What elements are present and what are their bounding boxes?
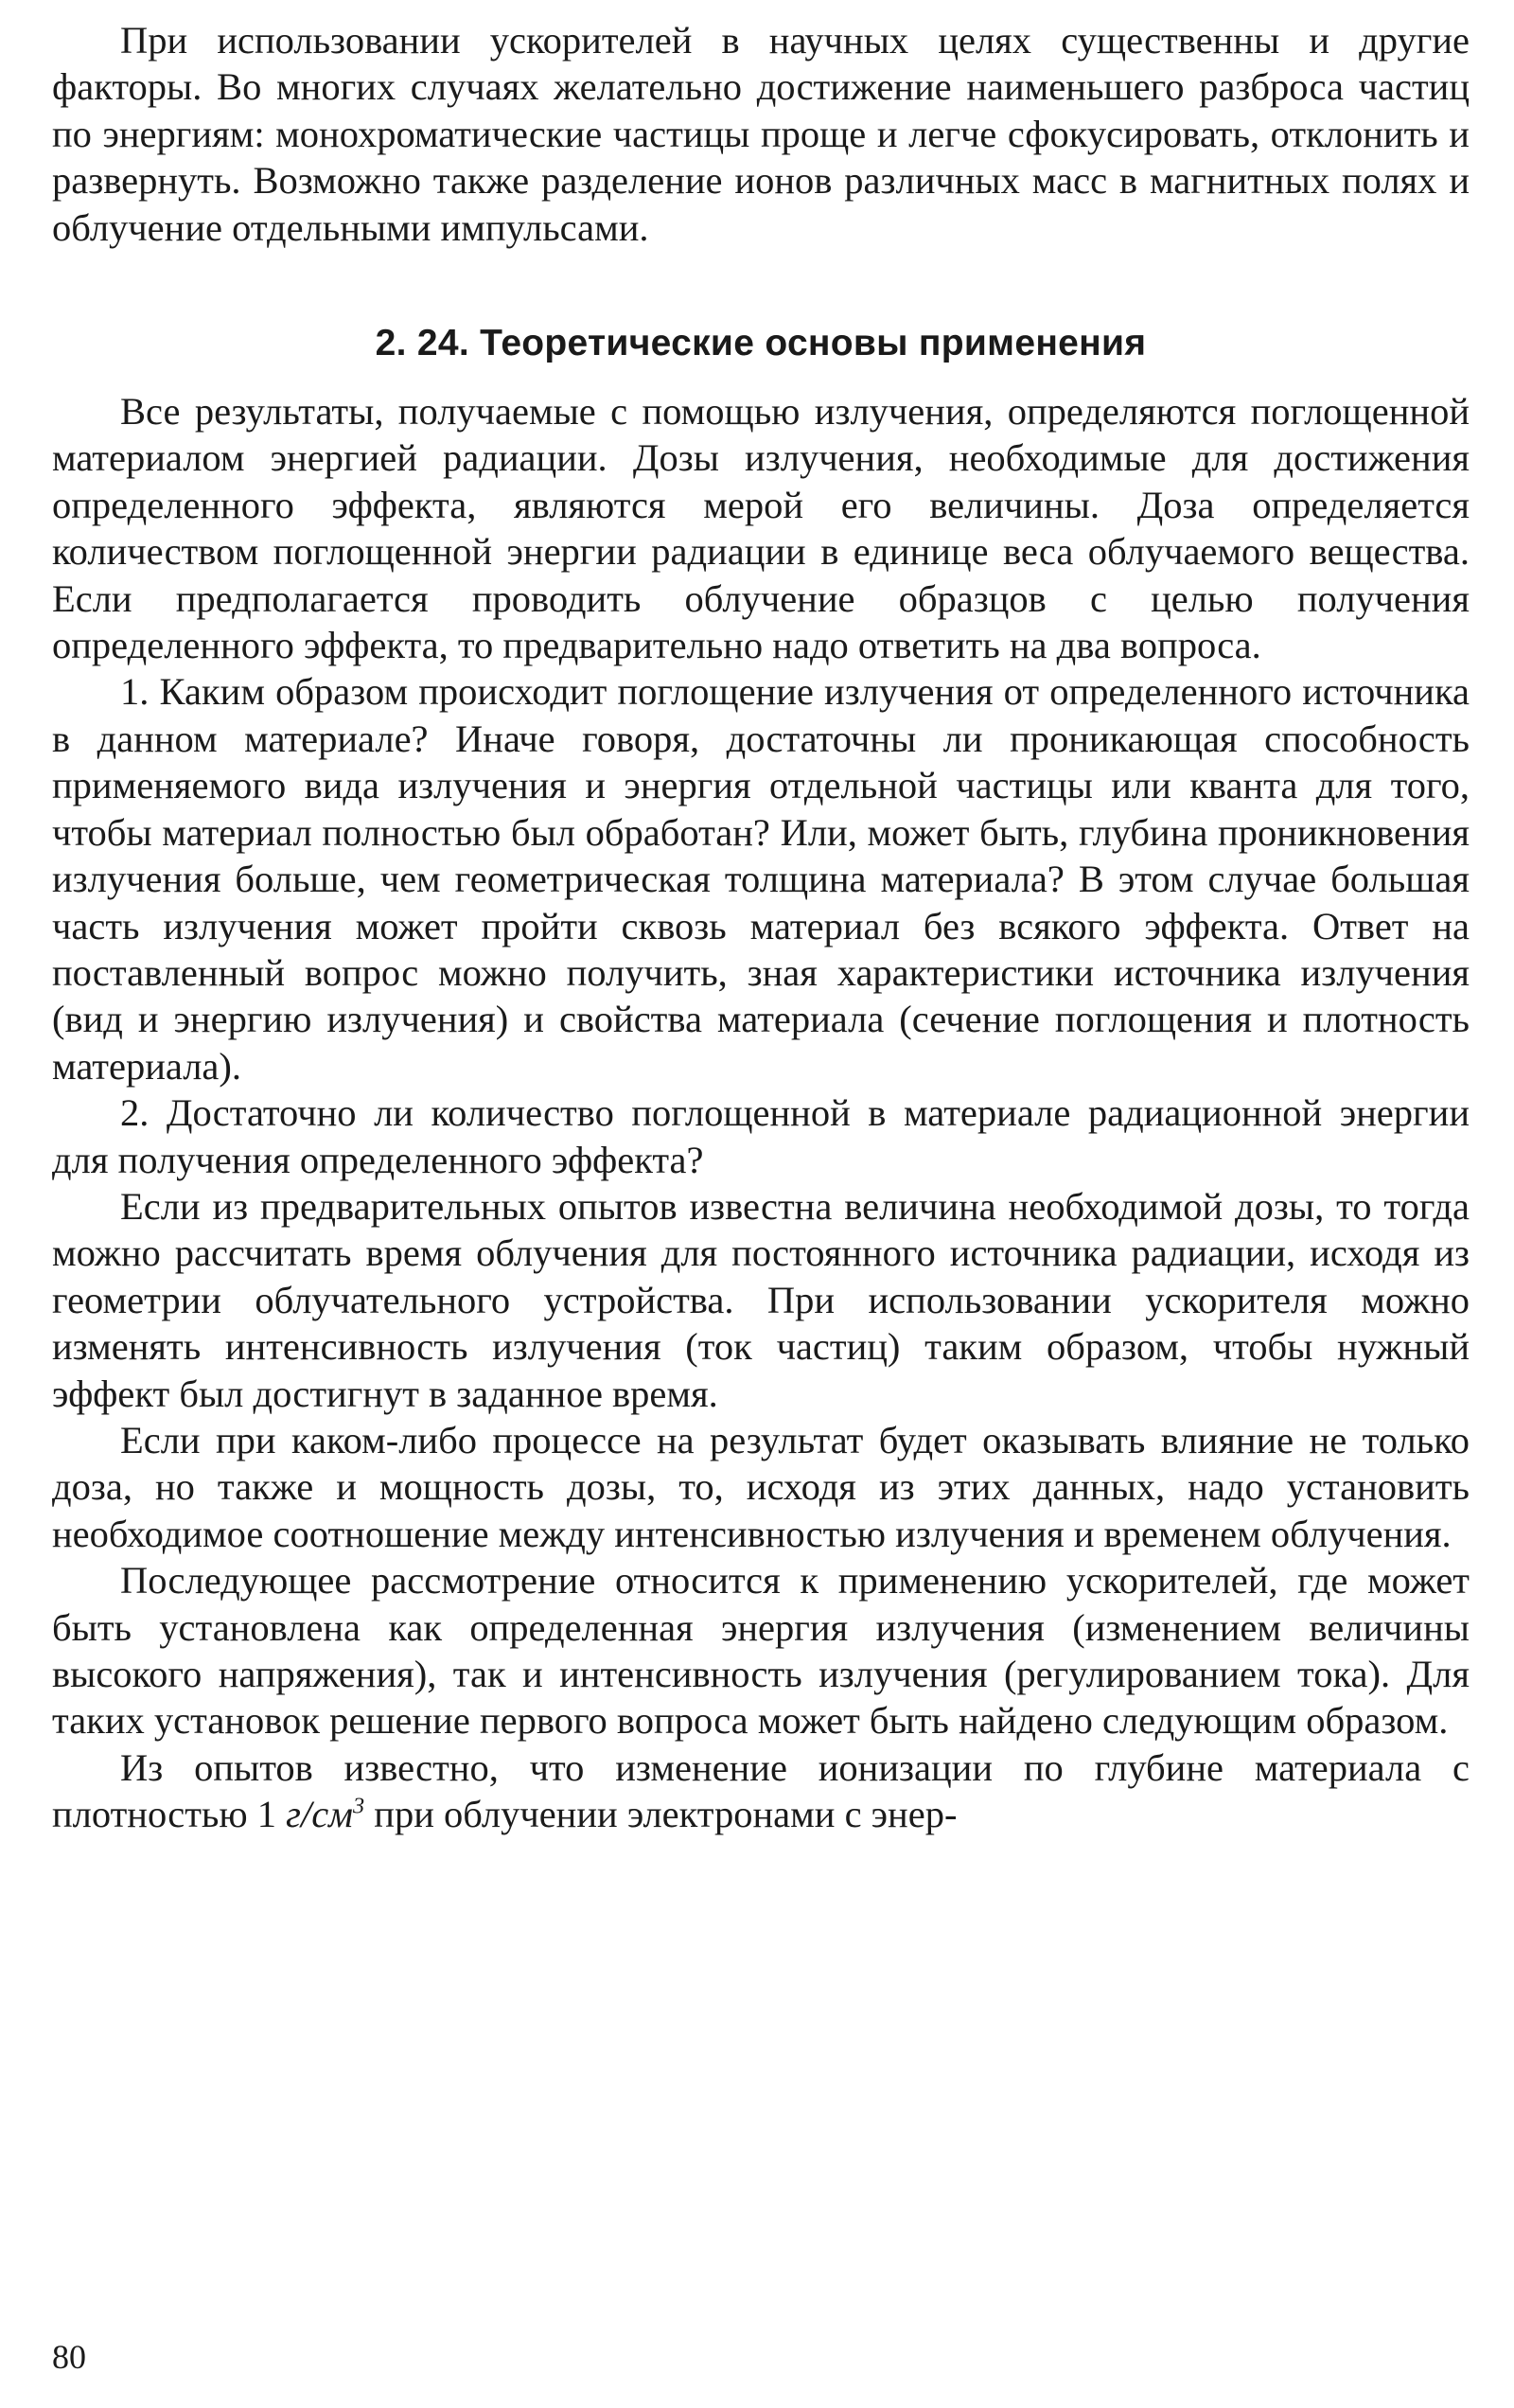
body-paragraph: Все результаты, получаемые с помощью излучения, определяются поглощенной материалом энергией радиации. Дозы излучения, необходимые для достижения определенного эффекта, являются мерой его величины. Доза определяется количеством поглощенной энергии радиации в единице веса облучаемого вещества. Если предполагается проводить облучение образцов с целью получения определенного эффекта, то предварительно надо ответить на два вопроса. [52,390,1470,667]
intro-paragraph: При использовании ускорителей в научных целях существенны и другие факторы. Во многих случаях желательно достижение наименьшего разброса частиц по энергиям: монохроматические частицы проще и легче сфокусировать, отклонить и развернуть. Возможно также разделение ионов различных масс в магнитных полях и облучение отдельными импульсами. [52,19,1470,249]
last-paragraph-text-end: при облучении электронами с энер- [364,1793,958,1836]
density-unit [286,1793,364,1835]
page-number: 80 [52,2338,86,2376]
page-content [52,17,1470,1838]
body-paragraph: Если из предварительных опытов известна величина необходимой дозы, то тогда можно рассчитать время облучения для постоянного источника радиации, исходя из геометрии облучательного устройства. При использовании ускорителя можно изменять интенсивность излучения (ток частиц) таким образом, чтобы нужный эффект был достигнут в заданное время. [52,1184,1470,1415]
body-paragraph: Если при каком-либо процессе на результат будет оказывать влияние не только доза, но также и мощность дозы, то, исходя из этих данных, надо установить необходимое соотношение между интенсивностью излучения и временем облучения. [52,1418,1470,1555]
density-unit-exponent: 3 [353,1793,365,1819]
last-paragraph [52,1744,1470,1838]
question-two-paragraph: 2. Достаточно ли количество поглощенной в материале радиационной энергии для получения определенного эффекта? [52,1091,1470,1181]
body-paragraph: Последующее рассмотрение относится к применению ускорителей, где может быть установлена как определенная энергия излучения (изменением величины высокого напряжения), так и интенсивность излучения (регулированием тока). Для таких установок решение первого вопроса может быть найдено следующим образом. [52,1559,1470,1743]
section-heading: 2. 24. Теоретические основы применения [375,323,1147,364]
density-unit-text: г/см [286,1793,354,1836]
last-paragraph-text-start: Из опытов известно, что изменение ионизации по глубине материала с плотностью 1 [52,1745,1470,1836]
question-one-paragraph: 1. Каким образом происходит поглощение излучения от определенного источника в данном материале? Иначе говоря, достаточны ли проникающая способность применяемого вида излучения и энергия отдельной частицы или кванта для того, чтобы материал полностью был обработан? Или, может быть, глубина проникновения излучения больше, чем геометрическая толщина материала? В этом случае большая часть излучения может пройти сквозь материал без всякого эффекта. Ответ на поставленный вопрос можно получить, зная характеристики источника излучения (вид и энергию излучения) и свойства материала (сечение поглощения и плотность материала). [52,670,1470,1088]
